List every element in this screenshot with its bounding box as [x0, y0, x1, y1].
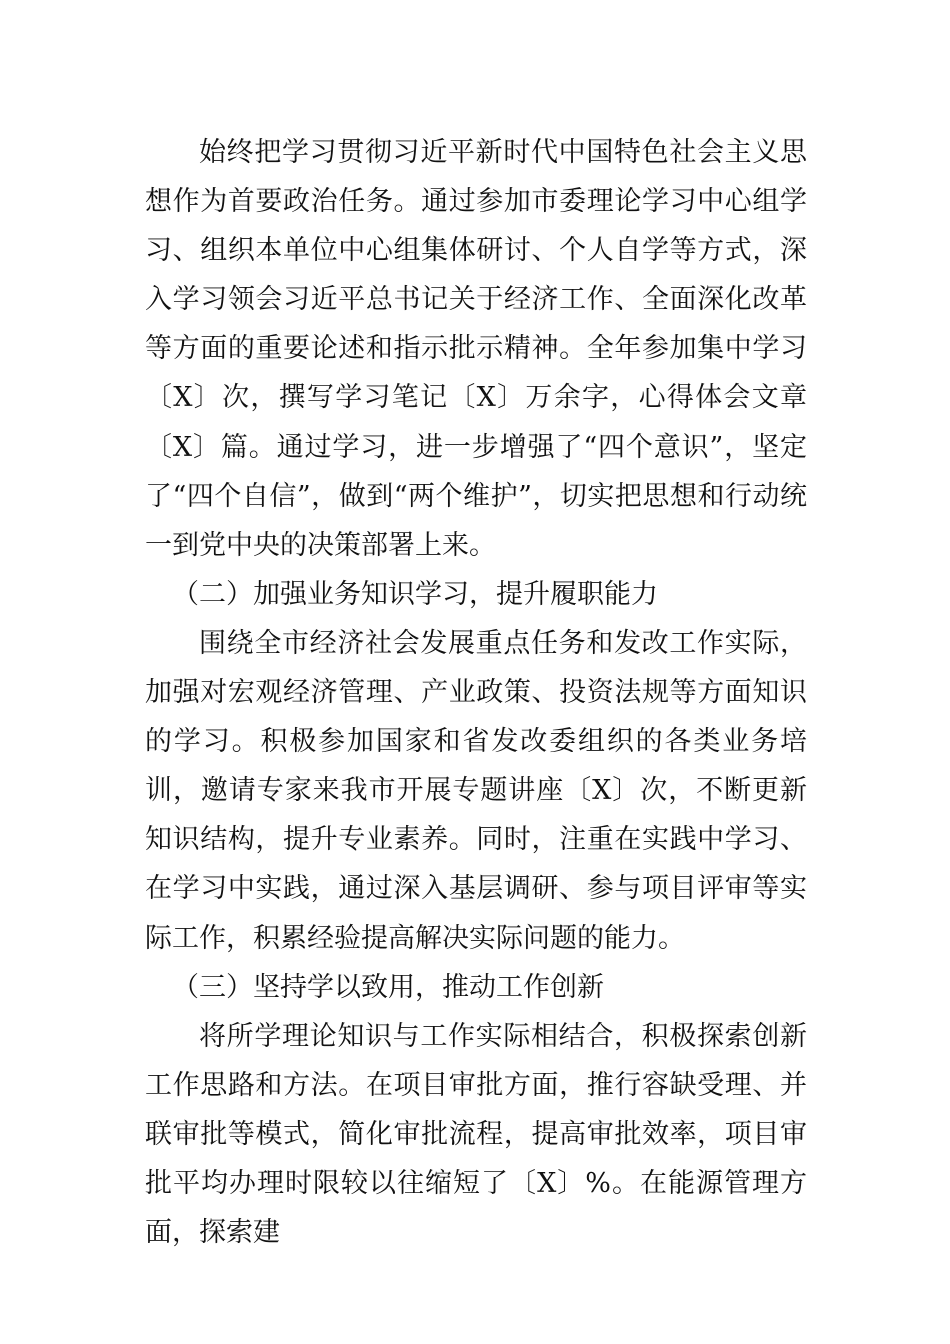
- document-body: [145, 128, 807, 1257]
- paragraph-business-study: 围绕全市经济社会发展重点任务和发改工作实际，加强对宏观经济管理、产业政策、投资法规等方面知识的学习。积极参加国家和省发改委组织的各类业务培训，邀请专家来我市开展专题讲座〔X〕次，不断更新知识结构，提升专业素养。同时，注重在实践中学习、在学习中实践，通过深入基层调研、参与项目评审等实际工作，积累经验提高解决实际问题的能力。: [145, 627, 807, 954]
- paragraph-apply-learning: 将所学理论知识与工作实际相结合，积极探索创新工作思路和方法。在项目审批方面，推行容缺受理、并联审批等模式，简化审批流程，提高审批效率，项目审批平均办理时限较以往缩短了〔X〕%。在能源管理方面，探索建: [145, 1020, 807, 1249]
- section-heading-business-study: （二）加强业务知识学习，提升履职能力: [172, 578, 658, 610]
- paragraph-study-thought: 始终把学习贯彻习近平新时代中国特色社会主义思想作为首要政治任务。通过参加市委理论学习中心组学习、组织本单位中心组集体研讨、个人自学等方式，深入学习领会习近平总书记关于经济工作、全面深化改革等方面的重要论述和指示批示精神。全年参加集中学习〔X〕次，撰写学习笔记〔X〕万余字，心得体会文章〔X〕篇。通过学习，进一步增强了“四个意识”，坚定了“四个自信”，做到“两个维护”，切实把思想和行动统一到党中央的决策部署上来。: [145, 137, 807, 561]
- section-heading-apply-learning: （三）坚持学以致用，推动工作创新: [172, 971, 604, 1003]
